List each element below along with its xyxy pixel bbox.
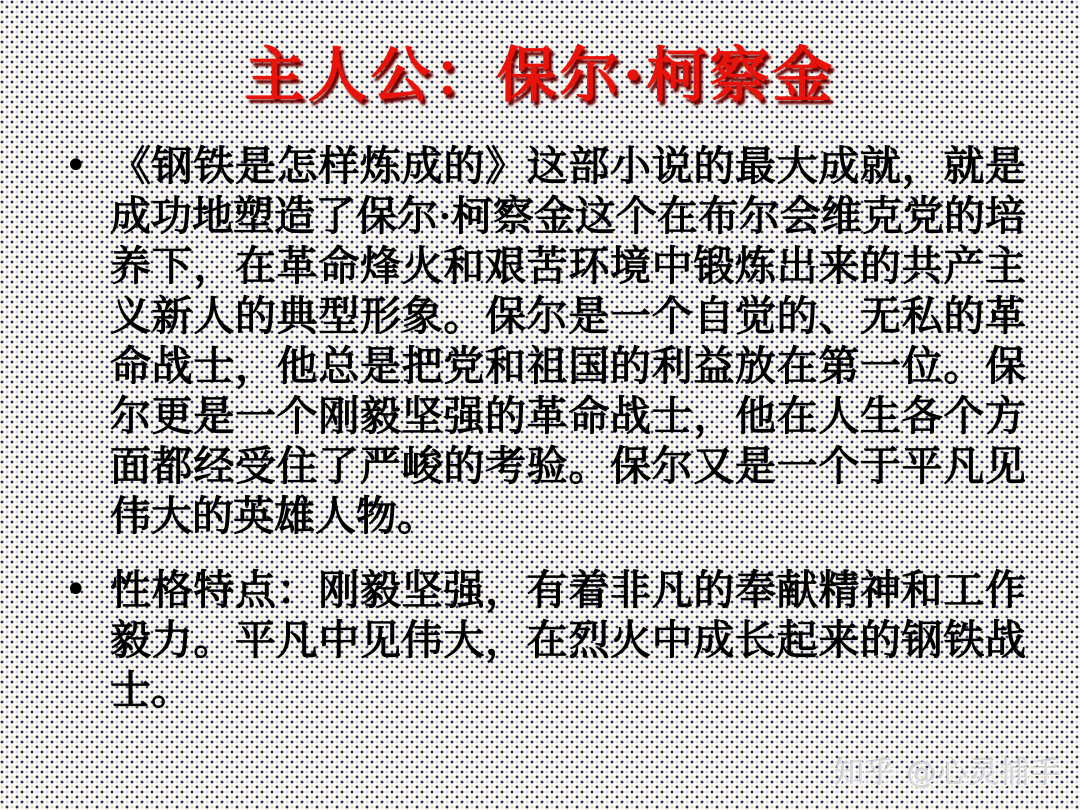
bullet-text-novel-achievement: 《钢铁是怎样炼成的》这部小说的最大成就，就是成功地塑造了保尔·柯察金这个在布尔会维克党的培养下，在革命烽火和艰苦环境中锻炼出来的共产主义新人的典型形象。保尔是一个自觉的、无私的革命战士，他总是把党和祖国的利益放在第一位。保尔更是一个刚毅坚强的革命战士，他在人生各个方面都经受住了严峻的考验。保尔又是一个于平凡见伟大的英雄人物。 bbox=[110, 143, 1026, 539]
slide-body bbox=[0, 141, 1080, 715]
bullet-item bbox=[56, 141, 1026, 541]
bullet-icon: • bbox=[64, 567, 88, 613]
bullet-item bbox=[56, 565, 1026, 715]
slide-title: 主人公：保尔·柯察金 bbox=[244, 41, 836, 111]
watermark: 知乎 @心灵捕手 bbox=[834, 756, 1062, 791]
bullet-text-character-traits: 性格特点：刚毅坚强，有着非凡的奉献精神和工作毅力。平凡中见伟大，在烈火中成长起来的钢铁战士。 bbox=[110, 567, 1026, 713]
bullet-icon: • bbox=[64, 143, 88, 189]
